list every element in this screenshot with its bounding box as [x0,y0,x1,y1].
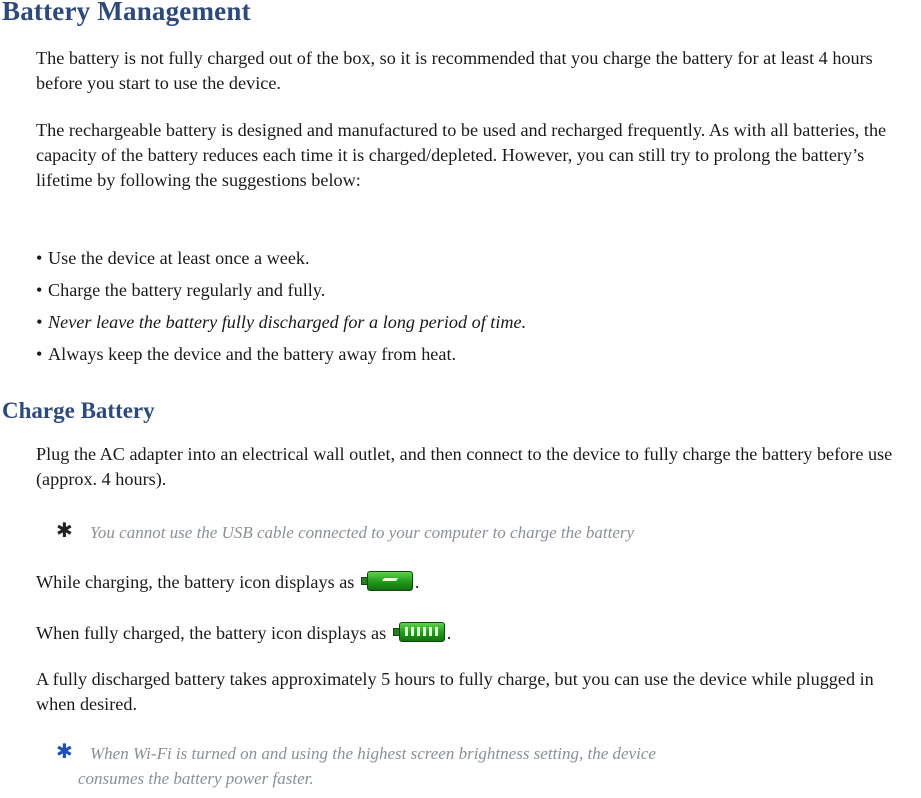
list-item: • Use the device at least once a week. [36,242,526,274]
asterisk-icon: ✱ [56,741,73,763]
rechargeable-paragraph: The rechargeable battery is designed and manufactured to be used and recharged frequently. As with all batteries, the capacity of the battery reduces each time it is charged/depleted. However, you can still try to prolong the battery’s lifetime by following the suggestions below: [36,120,887,190]
charged-line: When fully charged, the battery icon displays as . [36,623,452,643]
bullet-icon: • [36,248,43,268]
list-item: • Never leave the battery fully discharged for a long period of time. [36,306,526,338]
list-item: • Always keep the device and the battery away from heat. [36,338,526,370]
charging-line: While charging, the battery icon displays as . [36,572,420,592]
asterisk-icon: ✱ [56,520,73,542]
subsection-heading: Charge Battery [2,398,155,423]
intro-paragraph: The battery is not fully charged out of the box, so it is recommended that you charge the battery for at least 4 hours before you start to use the device. [36,48,873,93]
battery-full-icon [393,622,447,642]
tips-list [36,242,526,370]
wifi-note: ✱ When Wi-Fi is turned on and using the highest screen brightness setting, the device consumes the battery power faster. [56,741,656,788]
bullet-icon: • [36,280,43,300]
bullet-icon: • [36,312,43,332]
list-item: • Charge the battery regularly and fully. [36,274,526,306]
bullet-icon: • [36,344,43,364]
discharged-paragraph: A fully discharged battery takes approximately 5 hours to fully charge, but you can use the device while plugged in when desired. [36,669,874,714]
usb-note: ✱ You cannot use the USB cable connected to your computer to charge the battery [56,520,635,542]
section-heading: Battery Management [2,0,251,26]
battery-charging-icon [361,571,415,591]
plug-paragraph: Plug the AC adapter into an electrical wall outlet, and then connect to the device to fully charge the battery before use (approx. 4 hours). [36,444,893,489]
